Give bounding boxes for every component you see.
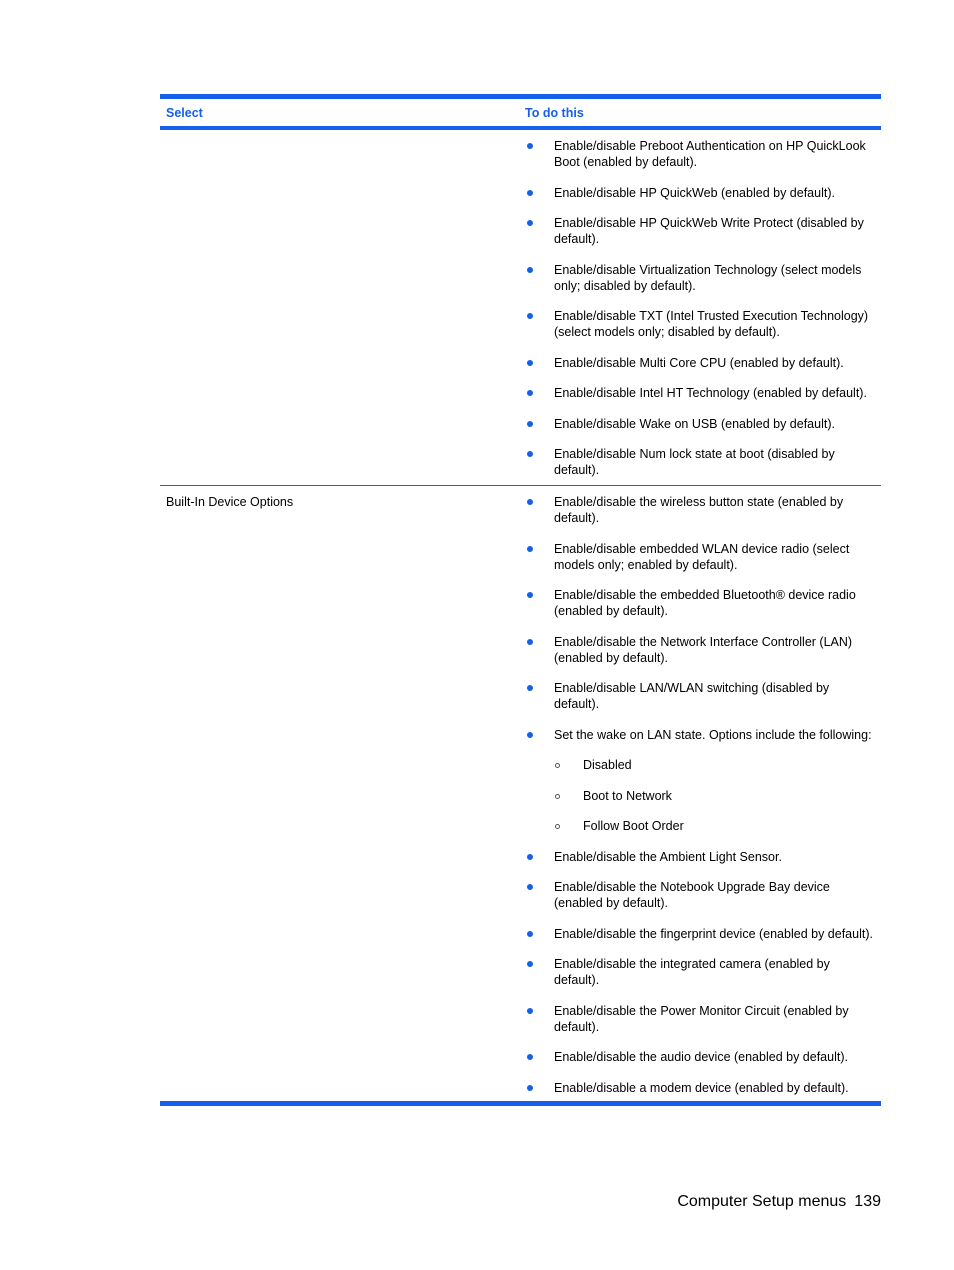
sub-list-item-text: Boot to Network: [583, 788, 672, 803]
list-item: [525, 587, 881, 619]
list-item-text: Enable/disable the Network Interface Controller (LAN) (enabled by default).: [554, 634, 853, 665]
list-item-text: Enable/disable Wake on USB (enabled by default).: [554, 416, 835, 431]
list-item-text: Enable/disable the fingerprint device (enabled by default).: [554, 926, 873, 941]
table-row: [160, 486, 881, 1101]
sub-list-item: [554, 788, 877, 804]
list-item: [525, 308, 881, 340]
page-number: 139: [854, 1193, 881, 1210]
list-item-text: Enable/disable HP QuickWeb Write Protect (disabled by default).: [554, 216, 864, 246]
list-item-text: Enable/disable a modem device (enabled by default).: [554, 1080, 849, 1095]
list-item-text: Enable/disable the wireless button state (enabled by default).: [554, 495, 844, 525]
bullet-icon: [527, 931, 533, 937]
list-item: [525, 138, 881, 170]
list-item-text: Enable/disable the audio device (enabled by default).: [554, 1050, 848, 1064]
bullet-icon: [527, 732, 533, 738]
list-item: [525, 879, 881, 911]
bullet-icon: [527, 961, 533, 967]
list-item-text: Enable/disable Preboot Authentication on HP QuickLook Boot (enabled by default).: [554, 139, 866, 169]
list-item-text: Enable/disable the Power Monitor Circuit (enabled by default).: [554, 1003, 849, 1034]
list-item: [525, 849, 881, 865]
bullet-icon: [527, 451, 533, 457]
bullet-icon: [527, 1054, 533, 1060]
select-cell: Built-In Device Options: [166, 495, 294, 509]
footer-section-title: Computer Setup menus: [677, 1193, 847, 1210]
list-item: [525, 215, 881, 247]
list-item: [525, 185, 881, 201]
list-item-text: Enable/disable Virtualization Technology (select models only; disabled by default).: [554, 262, 862, 293]
list-item: [525, 1003, 881, 1035]
header-to-do-this: To do this: [525, 106, 584, 120]
bullet-icon: [527, 546, 533, 552]
bullet-icon: [527, 360, 533, 366]
list-item-text: Enable/disable HP QuickWeb (enabled by default).: [554, 185, 835, 200]
list-item: [525, 680, 881, 712]
bullet-icon: [527, 267, 533, 273]
sub-list-item: [554, 757, 877, 773]
option-list: [525, 494, 881, 1096]
bullet-icon: [527, 1008, 533, 1014]
bullet-icon: [527, 592, 533, 598]
list-item-text: Enable/disable LAN/WLAN switching (disabled by default).: [554, 681, 830, 711]
sub-option-list: [554, 757, 877, 834]
list-item: [525, 956, 881, 988]
list-item-text: Enable/disable Intel HT Technology (enabled by default).: [554, 386, 867, 400]
sub-list-item: [554, 818, 877, 834]
settings-table: [160, 94, 881, 1106]
table-header: [160, 99, 881, 130]
list-item: [525, 262, 881, 294]
list-item: [525, 727, 881, 835]
list-item: [525, 385, 881, 401]
list-item-text: Enable/disable the integrated camera (enabled by default).: [554, 957, 830, 987]
bullet-icon: [527, 639, 533, 645]
bullet-icon: [527, 190, 533, 196]
list-item-text: Enable/disable embedded WLAN device radio (select models only; enabled by default).: [554, 541, 850, 572]
table-row: [160, 130, 881, 486]
list-item: [525, 446, 881, 478]
sub-list-item-text: Disabled: [583, 758, 632, 772]
todo-cell: [519, 494, 881, 1096]
list-item-text: Enable/disable TXT (Intel Trusted Execution Technology) (select models only; disabled by default).: [554, 309, 869, 339]
select-cell: [160, 138, 519, 478]
circle-bullet-icon: [555, 763, 560, 768]
list-item: [525, 541, 881, 573]
circle-bullet-icon: [555, 794, 560, 799]
bullet-icon: [527, 143, 533, 149]
list-item-text: Enable/disable the Notebook Upgrade Bay device (enabled by default).: [554, 880, 830, 910]
list-item-text: Enable/disable Num lock state at boot (disabled by default).: [554, 447, 835, 477]
sub-list-item-text: Follow Boot Order: [583, 819, 684, 833]
list-item: [525, 494, 881, 526]
list-item: [525, 926, 881, 942]
list-item-text: Enable/disable the embedded Bluetooth® device radio (enabled by default).: [554, 588, 856, 618]
list-item-text: Set the wake on LAN state. Options include the following:: [554, 727, 872, 742]
bullet-icon: [527, 421, 533, 427]
circle-bullet-icon: [555, 824, 560, 829]
bullet-icon: [527, 499, 533, 505]
list-item-text: Enable/disable Multi Core CPU (enabled by default).: [554, 355, 844, 370]
bullet-icon: [527, 884, 533, 890]
page-footer: [677, 1192, 881, 1212]
list-item: [525, 1080, 881, 1096]
bullet-icon: [527, 854, 533, 860]
todo-cell: [519, 138, 881, 478]
bullet-icon: [527, 390, 533, 396]
list-item: [525, 634, 881, 666]
bullet-icon: [527, 685, 533, 691]
list-item: [525, 1049, 881, 1065]
list-item: [525, 355, 881, 371]
header-select: Select: [166, 106, 203, 120]
option-list: [525, 138, 881, 478]
bullet-icon: [527, 313, 533, 319]
bullet-icon: [527, 220, 533, 226]
list-item: [525, 416, 881, 432]
list-item-text: Enable/disable the Ambient Light Sensor.: [554, 849, 782, 864]
bullet-icon: [527, 1085, 533, 1091]
